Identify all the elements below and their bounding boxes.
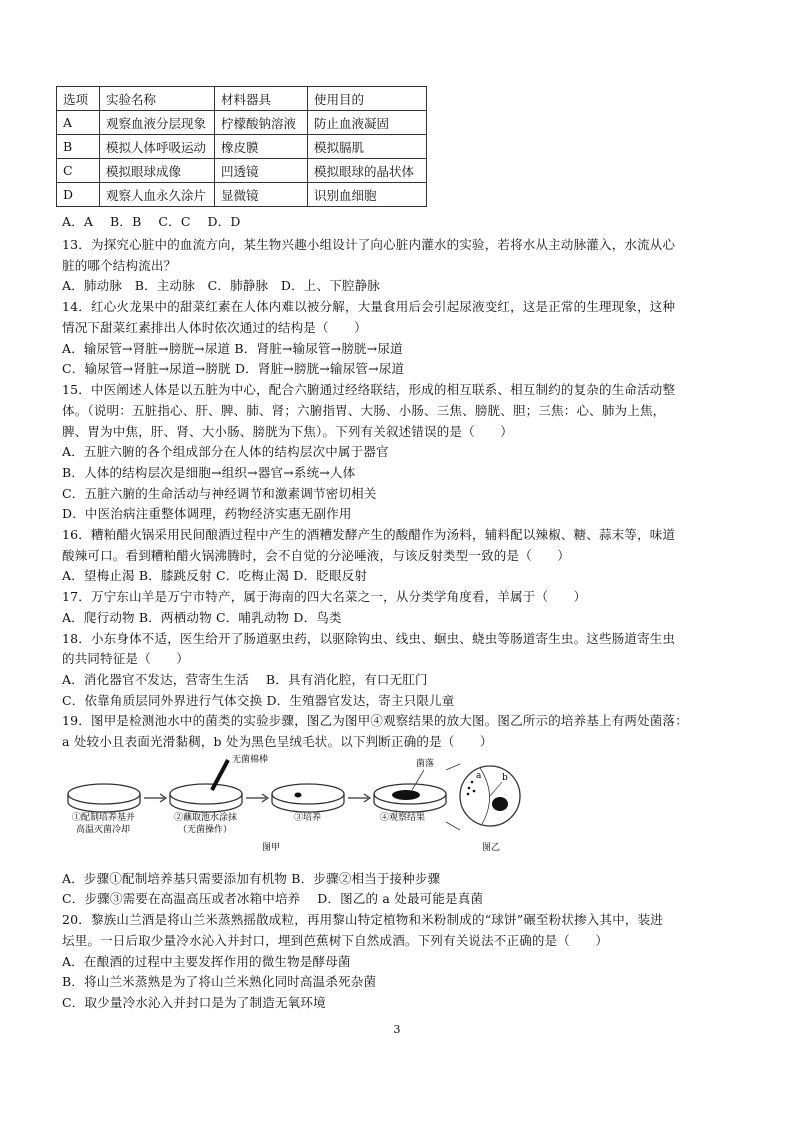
question-16-line: 酸辣可口。看到糟粕醋火锅沸腾时，会不自觉的分泌唾液，与该反射类型一致的是（ ） bbox=[62, 548, 571, 563]
step2-label: ②蘸取池水涂抹 bbox=[174, 813, 238, 823]
question-14-line: 14．红心火龙果中的甜菜红素在人体内难以被分解，大量食用后会引起尿液变红，这是正常的生理现象，这种 bbox=[62, 299, 676, 314]
table-header-cell: 实验名称 bbox=[100, 87, 215, 111]
question-18-options: A．消化器官不发达，营寄生生活 B．具有消化腔，有口无肛门 bbox=[62, 672, 428, 687]
table-cell: 观察人血永久涂片 bbox=[100, 183, 215, 207]
question-20-option-a: A．在酿酒的过程中主要发挥作用的微生物是酵母菌 bbox=[62, 954, 351, 969]
table-header-cell: 选项 bbox=[57, 87, 100, 111]
step1-label-2: 高温灭菌冷却 bbox=[76, 825, 131, 835]
question-15-line: 脾、胃为中焦，肝、肾、大小肠、膀胱为下焦）。下列有关叙述错误的是（ ） bbox=[62, 424, 513, 439]
question-19-options: C．步骤③需要在高温高压或者冰箱中培养 D．图乙的 a 处最可能是真菌 bbox=[62, 891, 484, 906]
table-cell: 显微镜 bbox=[215, 183, 308, 207]
step3-label: ③培养 bbox=[294, 813, 322, 823]
magnified-dish bbox=[460, 766, 520, 826]
step4-label: ④观察结果 bbox=[380, 813, 426, 823]
question-17-options: A．爬行动物 B．两栖动物 C．哺乳动物 D．鸟类 bbox=[62, 610, 342, 625]
colony-label: 菌落 bbox=[416, 759, 435, 769]
step3-dish bbox=[272, 784, 344, 812]
table-cell: 橡皮膜 bbox=[215, 135, 308, 159]
table-cell: 识别血细胞 bbox=[308, 183, 427, 207]
step2-dish bbox=[170, 784, 242, 812]
table-header-cell: 材料器具 bbox=[215, 87, 308, 111]
question-20-option-b: B．将山兰米蒸熟是为了将山兰米熟化同时高温杀死杂菌 bbox=[62, 974, 377, 989]
table-cell: A bbox=[57, 111, 100, 135]
question-18-line: 的共同特征是（ ） bbox=[62, 651, 190, 666]
question-14-options: A．输尿管→肾脏→膀胱→尿道 B．肾脏→输尿管→膀胱→尿道 bbox=[62, 341, 403, 356]
question-19-options: A．步骤①配制培养基只需要添加有机物 B．步骤②相当于接种步骤 bbox=[62, 871, 441, 886]
options-table bbox=[56, 86, 427, 207]
step1-label: ①配制培养基并 bbox=[72, 813, 136, 823]
question-16-options: A．望梅止渴 B．膝跳反射 C．吃梅止渴 D．眨眼反射 bbox=[62, 568, 368, 583]
question-14-options: C．输尿管→肾脏→尿道→膀胱 D．肾脏→膀胱→输尿管→尿道 bbox=[62, 361, 405, 376]
caption-figure-jia: 图甲 bbox=[262, 843, 281, 853]
label-a: a bbox=[476, 771, 482, 781]
question-13-options: A．肺动脉 B．主动脉 C．肺静脉 D．上、下腔静脉 bbox=[62, 278, 380, 293]
table-cell: 凹透镜 bbox=[215, 159, 308, 183]
table-row bbox=[57, 183, 427, 207]
question-14-line: 情况下甜菜红素排出人体时依次通过的结构是（ ） bbox=[62, 320, 367, 335]
petri-dish-figure bbox=[62, 752, 522, 864]
question-18-line: 18．小东身体不适，医生给开了肠道驱虫药，以驱除钩虫、线虫、蛔虫、蛲虫等肠道寄生虫。这些肠道寄生虫 bbox=[62, 631, 676, 646]
question-15-option-b: B．人体的结构层次是细胞→组织→器官→系统→人体 bbox=[62, 465, 356, 480]
swab-label: 无菌棉棒 bbox=[232, 755, 269, 765]
table-row bbox=[57, 111, 427, 135]
table-cell: D bbox=[57, 183, 100, 207]
question-19-line: 19．图甲是检测池水中的菌类的实验步骤，图乙为图甲④观察结果的放大图。图乙所示的培养基上有两处菌落： bbox=[62, 713, 688, 728]
caption-figure-yi: 图乙 bbox=[482, 843, 501, 853]
table-header-cell: 使用目的 bbox=[308, 87, 427, 111]
question-15-line: 体。（说明：五脏指心、肝、脾、肺、肾；六腑指胃、大肠、小肠、三焦、膀胱、胆；三焦：心、肺为上焦， bbox=[62, 403, 666, 418]
question-17-line: 17．万宁东山羊是万宁市特产，属于海南的四大名菜之一，从分类学角度看，羊属于（ ） bbox=[62, 589, 587, 604]
table-row bbox=[57, 159, 427, 183]
question-15-option-c: C．五脏六腑的生命活动与神经调节和激素调节密切相关 bbox=[62, 486, 377, 501]
answer-options-12: A．A B．B C．C D．D bbox=[62, 214, 241, 229]
question-18-options: C．依靠角质层同外界进行气体交换 D．生殖器官发达，寄主只限儿童 bbox=[62, 693, 455, 708]
question-20-line: 坛里。一日后取少量冷水沁入并封口，埋到芭蕉树下自然成酒。下列有关说法不正确的是（ ） bbox=[62, 933, 609, 948]
question-13-line: 13．为探究心脏中的血流方向，某生物兴趣小组设计了向心脏内灌水的实验，若将水从主动脉灌入，水流从心 bbox=[62, 237, 676, 252]
table-cell: 模拟眼球的晶状体 bbox=[308, 159, 427, 183]
table-row bbox=[57, 135, 427, 159]
question-20-option-c: C．取少量冷水沁入并封口是为了制造无氧环境 bbox=[62, 995, 326, 1010]
table-cell: 防止血液凝固 bbox=[308, 111, 427, 135]
page-number: 3 bbox=[393, 1023, 401, 1036]
table-cell: 模拟人体呼吸运动 bbox=[100, 135, 215, 159]
table-cell: 柠檬酸钠溶液 bbox=[215, 111, 308, 135]
question-15-option-d: D．中医治病注重整体调理，药物经济实惠无副作用 bbox=[62, 506, 352, 521]
question-15-line: 15．中医阐述人体是以五脏为中心，配合六腑通过经络联结，形成的相互联系、相互制约的复杂的生命活动整 bbox=[62, 382, 676, 397]
table-cell: 模拟眼球成像 bbox=[100, 159, 215, 183]
question-16-line: 16．糟粕醋火锅采用民间酿酒过程中产生的酒糟发酵产生的酸醋作为汤料，辅料配以辣椒、糖、蒜末等，味道 bbox=[62, 527, 676, 542]
label-b: b bbox=[502, 773, 508, 783]
question-20-line: 20．黎族山兰酒是将山兰米蒸熟摇散成粒，再用黎山特定植物和米粉制成的“球饼”碾至粉状掺入其中，装进 bbox=[62, 912, 663, 927]
question-15-option-a: A．五脏六腑的各个组成部分在人体的结构层次中属于器官 bbox=[62, 444, 389, 459]
step1-dish bbox=[68, 784, 140, 812]
question-19-line: a 处较小且表面光滑黏稠，b 处为黑色呈绒毛状。以下判断正确的是（ ） bbox=[62, 734, 493, 749]
question-13-line: 脏的哪个结构流出？ bbox=[62, 258, 177, 273]
step2-label-2: （无菌操作） bbox=[178, 825, 233, 835]
table-cell: C bbox=[57, 159, 100, 183]
table-cell: B bbox=[57, 135, 100, 159]
table-header-row bbox=[57, 87, 427, 111]
table-cell: 观察血液分层现象 bbox=[100, 111, 215, 135]
table-cell: 模拟膈肌 bbox=[308, 135, 427, 159]
step4-dish bbox=[374, 784, 446, 812]
